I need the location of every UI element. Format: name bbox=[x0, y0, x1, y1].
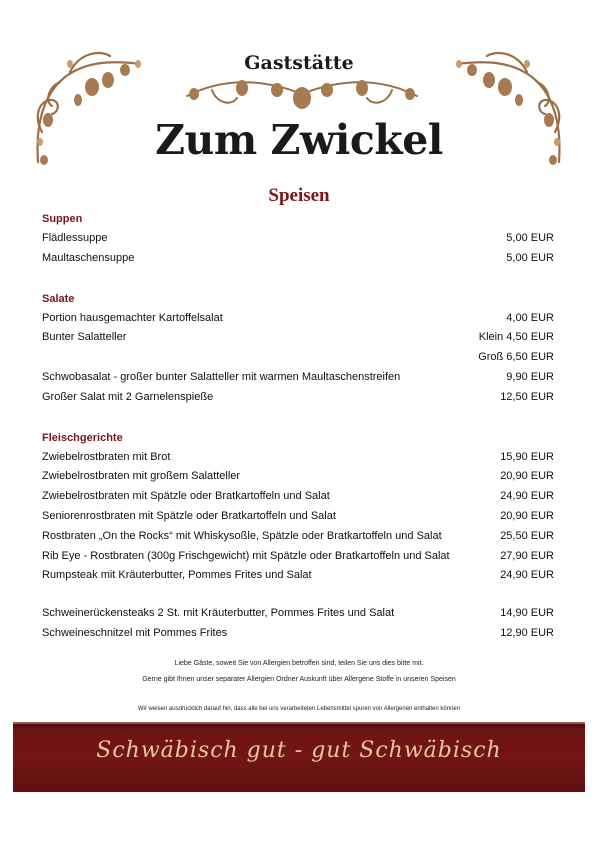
item-price: 24,90 EUR bbox=[500, 490, 554, 503]
menu-item bbox=[42, 507, 554, 527]
item-price: 14,90 EUR bbox=[500, 607, 554, 620]
item-name: Zwiebelrostbraten mit großem Salatteller bbox=[42, 470, 241, 483]
spacer bbox=[42, 269, 554, 290]
item-name: Zwiebelrostbraten mit Spätzle oder Bratkartoffeln und Salat bbox=[42, 490, 330, 503]
menu-item bbox=[42, 566, 554, 586]
spacer bbox=[42, 586, 554, 604]
spacer bbox=[42, 408, 554, 429]
item-price: 25,50 EUR bbox=[500, 529, 554, 542]
menu-item bbox=[42, 527, 554, 547]
item-price: 24,90 EUR bbox=[500, 569, 554, 582]
item-price: Groß 6,50 EUR bbox=[478, 351, 554, 364]
item-name: Zwiebelrostbraten mit Brot bbox=[42, 450, 171, 463]
item-name: Maultaschensuppe bbox=[42, 251, 135, 264]
item-name: Seniorenrostbraten mit Spätzle oder Bratkartoffeln und Salat bbox=[42, 509, 336, 522]
item-name: Portion hausgemachter Kartoffelsalat bbox=[42, 311, 223, 324]
section-heading: Speisen bbox=[268, 185, 330, 206]
menu-item bbox=[42, 467, 554, 487]
allergy-disclaimer: Wir weisen ausdrücklich darauf hin, dass alle bei uns verarbeiteten Lebensmittel spuren von Allergenen enthalten können bbox=[137, 706, 461, 712]
subtitle: Gaststätte bbox=[244, 52, 354, 74]
menu-item bbox=[42, 388, 554, 408]
item-name: Großer Salat mit 2 Garnelenspieße bbox=[42, 390, 214, 403]
menu-item bbox=[42, 348, 554, 368]
section-salate bbox=[42, 290, 554, 408]
section-suppen bbox=[42, 210, 554, 269]
menu-item bbox=[42, 604, 554, 624]
section-title: Suppen bbox=[42, 213, 83, 225]
menu-item bbox=[42, 547, 554, 567]
item-name: Rumpsteak mit Kräuterbutter, Pommes Frites und Salat bbox=[42, 569, 312, 582]
section-title: Fleischgerichte bbox=[42, 431, 123, 444]
item-name: Rib Eye - Rostbraten (300g Frischgewicht) mit Spätzle oder Bratkartoffeln und Salat bbox=[42, 549, 450, 562]
menu-item bbox=[42, 249, 554, 269]
item-price: 5,00 EUR bbox=[506, 251, 554, 264]
hop-garland-ornament-icon bbox=[182, 76, 422, 112]
menu-item bbox=[42, 229, 554, 249]
item-price: 4,00 EUR bbox=[506, 311, 554, 324]
menu-item bbox=[42, 448, 554, 468]
item-price: 15,90 EUR bbox=[500, 450, 554, 463]
item-name: Schwobasalat - großer bunter Salatteller mit warmen Maultaschenstreifen bbox=[42, 370, 401, 383]
item-price: 27,90 EUR bbox=[500, 549, 554, 562]
item-name: Rostbraten „On the Rocks“ mit Whiskysoßle, Spätzle oder Bratkartoffeln und Salat bbox=[42, 529, 442, 542]
menu-item bbox=[42, 328, 554, 348]
menu-list bbox=[42, 210, 554, 644]
restaurant-name: Zum Zwickel bbox=[155, 116, 443, 164]
item-price: 20,90 EUR bbox=[500, 470, 554, 483]
item-price: 5,00 EUR bbox=[506, 232, 554, 244]
item-name: Bunter Salatteller bbox=[42, 331, 127, 344]
item-name: Schweineschnitzel mit Pommes Frites bbox=[42, 626, 228, 639]
slogan-banner bbox=[13, 722, 585, 792]
menu-item bbox=[42, 487, 554, 507]
item-price: 12,50 EUR bbox=[500, 390, 554, 403]
item-price: Klein 4,50 EUR bbox=[478, 331, 554, 344]
section-title: Salate bbox=[42, 292, 75, 305]
item-price: 9,90 EUR bbox=[506, 370, 554, 383]
section-fleischgerichte bbox=[42, 429, 554, 644]
allergy-note: Gerne gibt Ihnen unser separater Allergien Ordner Auskunft über Allergene Stoffe in unseren Speisen bbox=[142, 676, 456, 683]
item-name: Schweinerückensteaks 2 St. mit Kräuterbutter, Pommes Frites und Salat bbox=[42, 607, 395, 620]
item-name: Flädlessuppe bbox=[42, 232, 108, 244]
menu-item bbox=[42, 368, 554, 388]
item-price: 20,90 EUR bbox=[500, 509, 554, 522]
slogan: Schwäbisch gut - gut Schwäbisch bbox=[96, 738, 502, 763]
menu-item bbox=[42, 309, 554, 329]
menu-item bbox=[42, 624, 554, 644]
allergy-note: Liebe Gäste, soweit Sie von Allergien betroffen sind, teilen Sie uns dies bitte mit. bbox=[174, 660, 424, 667]
item-price: 12,90 EUR bbox=[500, 626, 554, 639]
